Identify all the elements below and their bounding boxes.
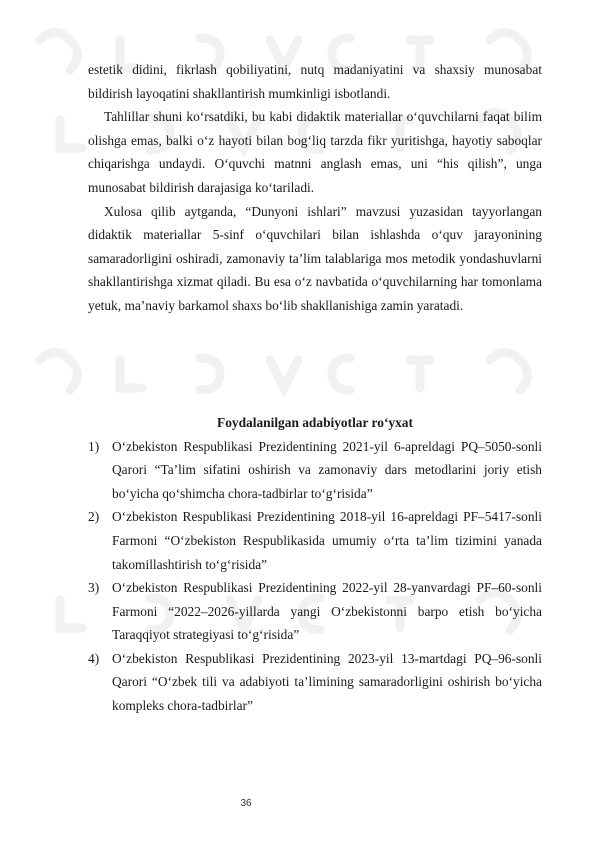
reference-number: 4) <box>88 650 100 666</box>
references-section <box>88 413 542 718</box>
body-paragraph-2: Tahlillar shuni ko‘rsatdiki, bu kabi didaktik materiallar o‘quvchilarni faqat bilim olishga emas, balki o‘z hayoti bilan bog‘liq tarzda fikr yuritishga, hayotiy saboqlar chiqarishga undaydi. O‘quvchi matnni anglash emas, uni “his qilish”, unga munosabat bildirish darajasiga ko‘tariladi. <box>88 109 542 195</box>
reference-number: 1) <box>88 438 100 454</box>
reference-text: O‘zbekiston Respublikasi Prezidentining 2018-yil 16-apreldagi PF–5417-sonli Farmoni “O‘zbekiston Respublikasida umumiy o‘rta ta’lim tizimini yanada takomillashtirish to‘g‘risida” <box>112 509 542 572</box>
body-paragraph-3: Xulosa qilib aytganda, “Dunyoni ishlari” mavzusi yuzasidan tayyorlangan didaktik materiallar 5-sinf o‘quvchilari bilan ishlashda o‘quv jarayonining samaradorligini oshiradi, zamonaviy ta’lim talablariga mos metodik yondashuvlarni shakllantirishga xizmat qiladi. Bu esa o‘z navbatida o‘quvchilarning har tomonlama yetuk, ma’naviy barkamol shaxs bo‘lib shakllanishiga zamin yaratadi. <box>88 203 542 313</box>
reference-item <box>88 576 542 647</box>
reference-item <box>88 647 542 718</box>
references-list <box>88 435 542 718</box>
reference-item <box>88 505 542 576</box>
reference-text: O‘zbekiston Respublikasi Prezidentining 2022-yil 28-yanvardagi PF–60-sonli Farmoni “2022–2026-yillarda yangi O‘zbekistonni barpo etish bo‘yicha Taraqqiyot strategiyasi to‘g‘risida” <box>112 580 542 643</box>
reference-item <box>88 435 542 506</box>
page-number: 36 <box>240 798 252 809</box>
reference-text: O‘zbekiston Respublikasi Prezidentining 2021-yil 6-apreldagi PQ–5050-sonli Qarori “Ta’lim sifatini oshirish va zamonaviy dars metodlarini joriy etish bo‘yicha qo‘shimcha chora-tadbirlar to‘g‘risida” <box>112 438 542 501</box>
reference-number: 2) <box>88 509 100 525</box>
references-title: Foydalanilgan adabiyotlar ro‘yxat <box>217 414 413 430</box>
body-paragraph-1: estetik didini, fikrlash qobiliyatini, nutq madaniyatini va shaxsiy munosabat bildirish layoqatini shakllantirish mumkinligi isbotlandi. <box>88 62 542 101</box>
document-page <box>88 58 542 718</box>
reference-text: O‘zbekiston Respublikasi Prezidentining 2023-yil 13-martdagi PQ–96-sonli Qarori “O‘zbek tili va adabiyoti ta’limining samaradorligini oshirish bo‘yicha kompleks chora-tadbirlar” <box>112 650 542 714</box>
reference-number: 3) <box>88 580 100 596</box>
